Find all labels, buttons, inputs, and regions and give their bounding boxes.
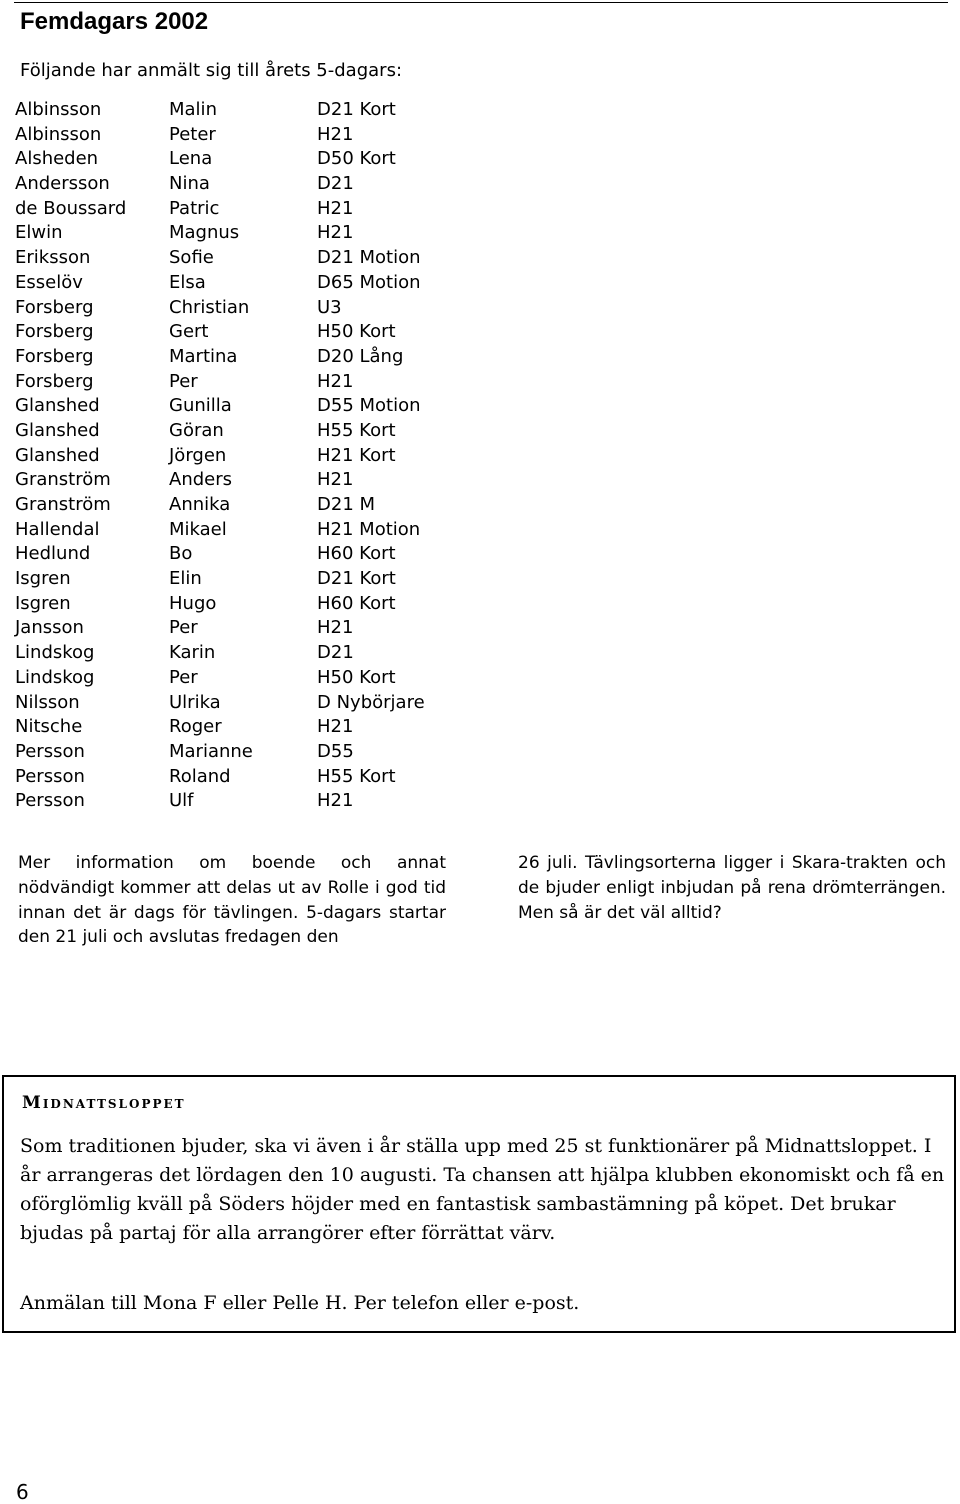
participant-surname: Elwin xyxy=(15,222,63,244)
participant-firstname: Karin xyxy=(169,642,216,664)
participant-class: D65 Motion xyxy=(317,271,421,293)
participant-surname: Albinsson xyxy=(15,99,102,120)
participant-class: H21 Motion xyxy=(317,518,421,540)
participant-row xyxy=(15,789,425,814)
participant-class: D20 Lång xyxy=(317,345,404,367)
midnattsloppet-signup: Anmälan till Mona F eller Pelle H. Per telefon eller e-post. xyxy=(20,1292,580,1314)
participant-surname: Persson xyxy=(15,765,85,787)
participant-firstname: Elin xyxy=(169,568,202,590)
participant-row xyxy=(15,123,425,148)
participant-row xyxy=(15,641,425,666)
participant-row xyxy=(15,493,425,518)
participant-class: H21 xyxy=(317,617,354,639)
participant-class: D55 Motion xyxy=(317,395,421,417)
participant-surname: Forsberg xyxy=(15,345,94,367)
participant-surname: Jansson xyxy=(15,617,84,639)
participant-class: H21 xyxy=(317,197,354,219)
participant-row xyxy=(15,197,425,222)
participant-row xyxy=(15,370,425,395)
participant-surname: Nitsche xyxy=(15,716,83,738)
participant-firstname: Malin xyxy=(169,99,217,120)
participant-firstname: Roger xyxy=(169,716,222,738)
participant-firstname: Ulrika xyxy=(169,691,221,713)
participant-surname: Nilsson xyxy=(15,691,80,713)
participant-row xyxy=(15,765,425,790)
participant-firstname: Gert xyxy=(169,321,209,343)
participant-row xyxy=(15,271,425,296)
participant-firstname: Christian xyxy=(169,296,250,318)
participant-row xyxy=(15,246,425,271)
participant-firstname: Per xyxy=(169,617,198,639)
participant-class: U3 xyxy=(317,296,342,318)
participant-row xyxy=(15,419,425,444)
participant-surname: Forsberg xyxy=(15,296,94,318)
participant-class: D21 M xyxy=(317,494,376,515)
participant-class: D21 xyxy=(317,642,354,664)
participant-surname: Lindskog xyxy=(15,666,95,688)
participant-firstname: Nina xyxy=(169,173,210,195)
participant-row xyxy=(15,345,425,370)
info-paragraph-left: Mer information om boende och annat nödvändigt kommer att delas ut av Rolle i god tid innan det är dags för tävlingen. 5-dagars startar den 21 juli och avslutas fredagen den xyxy=(18,853,446,948)
midnattsloppet-box xyxy=(2,1075,956,1333)
participant-surname: Alsheden xyxy=(15,148,99,170)
info-paragraph-right: 26 juli. Tävlingsorterna ligger i Skara-trakten och de bjuder enligt inbjudan på rena drömterrängen. Men så är det väl alltid? xyxy=(518,853,946,923)
participant-firstname: Martina xyxy=(169,345,238,367)
participant-firstname: Hugo xyxy=(169,592,217,614)
participant-class: D50 Kort xyxy=(317,148,396,170)
participant-class: H21 Kort xyxy=(317,444,396,466)
participant-list xyxy=(15,98,425,814)
participant-surname: Glanshed xyxy=(15,444,100,466)
participant-class: H55 Kort xyxy=(317,419,396,441)
participant-surname: Granström xyxy=(15,494,111,515)
participant-class: D21 Kort xyxy=(317,568,396,590)
participant-class: H60 Kort xyxy=(317,592,396,614)
participant-class: H60 Kort xyxy=(317,543,396,565)
intro-text: Följande har anmält sig till årets 5-dagars: xyxy=(20,60,403,81)
participant-row xyxy=(15,147,425,172)
participant-row xyxy=(15,666,425,691)
participant-surname: Granström xyxy=(15,469,111,491)
participant-class: D21 xyxy=(317,173,354,195)
participant-row xyxy=(15,616,425,641)
participant-surname: Andersson xyxy=(15,173,110,195)
midnattsloppet-body: Som traditionen bjuder, ska vi även i år ställa upp med 25 st funktionärer på Midnattsloppet. I år arrangeras det lördagen den 10 augusti. Ta chansen att hjälpa klubben ekonomiskt och få en oförglömlig kväll på Söders höjder med en fantastisk sambastämning på köpet. Det brukar bjudas på partaj för alla arrangörer efter förrättat värv. xyxy=(20,1135,945,1244)
participant-class: H21 xyxy=(317,123,354,145)
participant-row xyxy=(15,542,425,567)
participant-class: D Nybörjare xyxy=(317,691,425,713)
participant-class: H21 xyxy=(317,222,354,244)
participant-surname: de Boussard xyxy=(15,197,127,219)
participant-row xyxy=(15,468,425,493)
participant-surname: Hallendal xyxy=(15,518,100,540)
participant-class: D21 Motion xyxy=(317,247,421,269)
participant-firstname: Roland xyxy=(169,765,231,787)
participant-row xyxy=(15,740,425,765)
participant-row xyxy=(15,394,425,419)
participant-firstname: Per xyxy=(169,370,198,392)
participant-row xyxy=(15,172,425,197)
participant-row xyxy=(15,296,425,321)
participant-surname: Albinsson xyxy=(15,123,102,145)
participant-firstname: Ulf xyxy=(169,790,194,812)
participant-surname: Persson xyxy=(15,740,85,762)
participant-surname: Eriksson xyxy=(15,247,91,269)
participant-firstname: Patric xyxy=(169,197,220,219)
page-number: 6 xyxy=(16,1480,29,1504)
participant-surname: Lindskog xyxy=(15,642,95,664)
participant-surname: Forsberg xyxy=(15,321,94,343)
participant-firstname: Gunilla xyxy=(169,395,232,417)
participant-firstname: Sofie xyxy=(169,247,214,269)
participant-row xyxy=(15,444,425,469)
participant-row xyxy=(15,592,425,617)
participant-surname: Esselöv xyxy=(15,271,83,293)
participant-row xyxy=(15,715,425,740)
participant-firstname: Mikael xyxy=(169,518,227,540)
participant-firstname: Göran xyxy=(169,419,224,441)
participant-class: H55 Kort xyxy=(317,765,396,787)
participant-class: D55 xyxy=(317,740,354,762)
participant-firstname: Bo xyxy=(169,543,193,565)
participant-row xyxy=(15,98,425,123)
participant-row xyxy=(15,518,425,543)
participant-class: H21 xyxy=(317,469,354,491)
midnattsloppet-heading: Midnattsloppet xyxy=(22,1093,186,1113)
participant-firstname: Marianne xyxy=(169,740,253,762)
participant-class: H50 Kort xyxy=(317,666,396,688)
participant-firstname: Elsa xyxy=(169,271,206,293)
participant-class: H50 Kort xyxy=(317,321,396,343)
participant-firstname: Per xyxy=(169,666,198,688)
participant-firstname: Annika xyxy=(169,494,231,515)
participant-class: H21 xyxy=(317,716,354,738)
page-title: Femdagars 2002 xyxy=(20,8,209,35)
participant-class: D21 Kort xyxy=(317,99,396,120)
participant-surname: Persson xyxy=(15,790,85,812)
participant-firstname: Magnus xyxy=(169,222,240,244)
participant-surname: Hedlund xyxy=(15,543,91,565)
participant-row xyxy=(15,320,425,345)
participant-surname: Isgren xyxy=(15,568,71,590)
participant-surname: Isgren xyxy=(15,592,71,614)
participant-row xyxy=(15,221,425,246)
top-rule xyxy=(14,2,948,3)
participant-surname: Glanshed xyxy=(15,395,100,417)
participant-surname: Glanshed xyxy=(15,419,100,441)
participant-row xyxy=(15,567,425,592)
participant-firstname: Anders xyxy=(169,469,232,491)
participant-surname: Forsberg xyxy=(15,370,94,392)
participant-firstname: Jörgen xyxy=(169,444,227,466)
participant-firstname: Peter xyxy=(169,123,216,145)
participant-firstname: Lena xyxy=(169,148,213,170)
participant-class: H21 xyxy=(317,790,354,812)
participant-class: H21 xyxy=(317,370,354,392)
participant-row xyxy=(15,691,425,716)
